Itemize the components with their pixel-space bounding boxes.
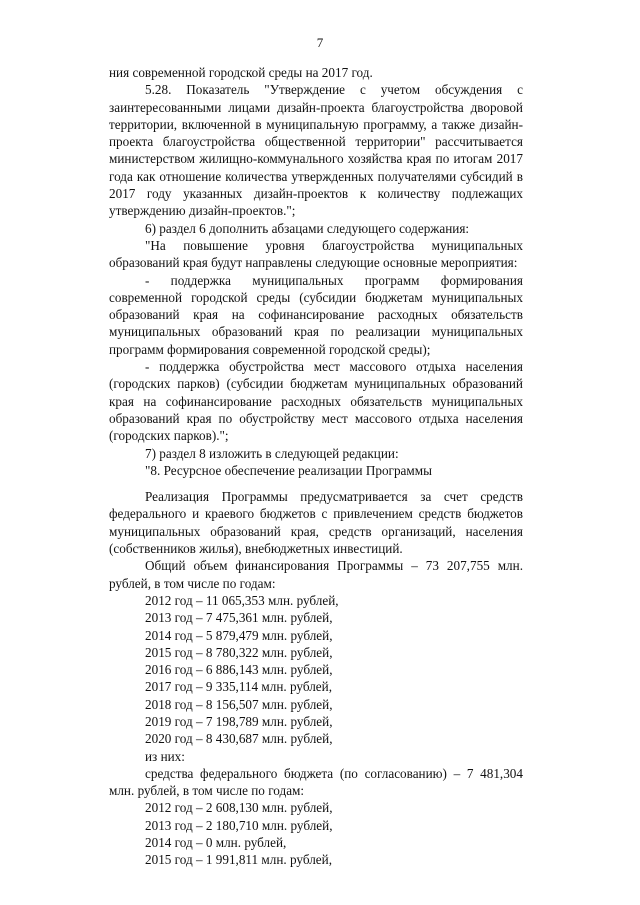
list-item: 2014 год – 0 млн. рублей,	[145, 835, 287, 851]
paragraph-federal-budget: средства федерального бюджета (по согласованию) – 7 481,304 млн. рублей, в том числе по годам:	[109, 765, 523, 799]
paragraph-continuation: ния современной городской среды на 2017 год.	[109, 65, 373, 80]
page-number: 7	[316, 35, 324, 50]
list-item: 2020 год – 8 430,687 млн. рублей,	[145, 731, 333, 747]
paragraph-bullet-parks: - поддержка обустройства мест массового отдыха населения (городских парков) (субсидии бюджетам муниципальных образований края на софинансирование расходных обязательств муниципальных образований края по обустройству мест массового отдыха населения (городских парков).";	[109, 359, 523, 444]
paragraph-funding-sources: Реализация Программы предусматривается за счет средств федерального и краевого бюджетов с привлечением средств бюджетов муниципальных образований края, средств организаций, населения (собственников жилья), внебюджетных инвестиций.	[109, 489, 523, 557]
document-body	[109, 64, 523, 869]
federal-by-year-list	[109, 799, 523, 868]
list-item: 2018 год – 8 156,507 млн. рублей,	[145, 696, 333, 712]
list-item: 2014 год – 5 879,479 млн. рублей,	[145, 627, 333, 643]
paragraph-5-28: 5.28. Показатель "Утверждение с учетом обсуждения с заинтересованными лицами дизайн-проекта благоустройства дворовой территории, включенной в муниципальную программу, а также дизайн-проекта благоустройства общественной территории" рассчитывается министерством жилищно-коммунального хозяйства края по итогам 2017 года как отношение количества утвержденных получателями субсидий в 2017 году указанных дизайн-проектов к количеству подлежащих утверждению дизайн-проектов.";	[109, 82, 523, 219]
top-paragraphs	[109, 64, 523, 462]
list-item: 2012 год – 2 608,130 млн. рублей,	[145, 800, 333, 816]
paragraph-item-6: 6) раздел 6 дополнить абзацами следующего содержания:	[145, 220, 470, 236]
list-item: 2015 год – 1 991,811 млн. рублей,	[145, 852, 333, 868]
list-item: 2019 год – 7 198,789 млн. рублей,	[145, 713, 333, 729]
list-item: 2015 год – 8 780,322 млн. рублей,	[145, 644, 333, 660]
paragraph-quote-intro: "На повышение уровня благоустройства муниципальных образований края будут направлены следующие основные мероприятия:	[109, 237, 523, 271]
list-item: из них:	[145, 748, 185, 764]
list-item: 2013 год – 2 180,710 млн. рублей,	[145, 817, 333, 833]
total-by-year-list	[109, 592, 523, 765]
paragraph-item-7: 7) раздел 8 изложить в следующей редакции:	[145, 445, 399, 461]
list-item: 2016 год – 6 886,143 млн. рублей,	[145, 662, 333, 678]
list-item: 2012 год – 11 065,353 млн. рублей,	[145, 592, 339, 608]
paragraph-total-volume: Общий объем финансирования Программы – 73 207,755 млн. рублей, в том числе по годам:	[109, 558, 523, 591]
paragraph-bullet-urban: - поддержка муниципальных программ формирования современной городской среды (субсидии бюджетам муниципальных образований края на софинансирование расходных обязательств муниципальных образований края по реализации муниципальных программ формирования современной городской среды);	[109, 272, 523, 357]
list-item: 2013 год – 7 475,361 млн. рублей,	[145, 610, 333, 626]
list-item: 2017 год – 9 335,114 млн. рублей,	[145, 679, 333, 695]
section-heading: "8. Ресурсное обеспечение реализации Программы	[145, 462, 432, 478]
